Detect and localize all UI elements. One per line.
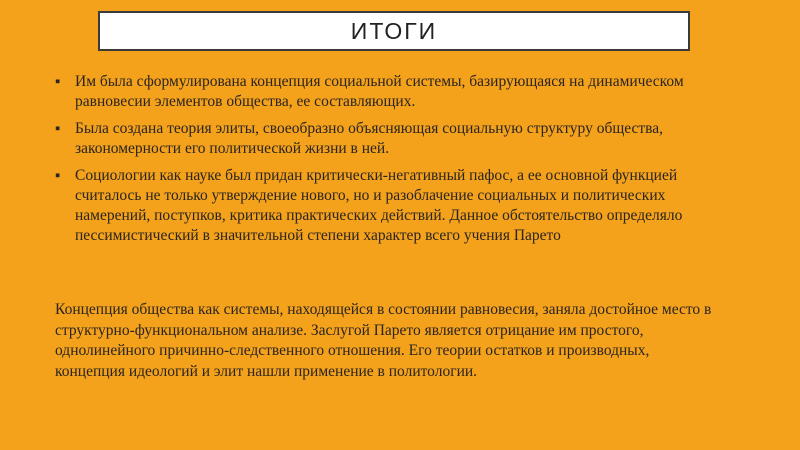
bullet-item: [55, 72, 715, 112]
bullet-text: Им была сформулирована концепция социальной системы, базирующаяся на динамическом равновесии элементов общества, ее составляющих.: [75, 73, 684, 110]
bullet-list: [55, 72, 715, 253]
slide-title: ИТОГИ: [350, 17, 438, 44]
bullet-marker-icon: ▪: [55, 74, 61, 90]
bullet-item: [55, 166, 715, 246]
bullet-text: Социологии как науке был придан критически-негативный пафос, а ее основной функцией считалось не только утверждение нового, но и разоблачение социальных и политических намерений, поступков, критика практических действий. Данное обстоятельство определяло пессимистический в значительной степени характер всего учения Парето: [75, 167, 683, 244]
title-box: [98, 11, 690, 51]
bullet-marker-icon: ▪: [55, 168, 61, 184]
bullet-item: [55, 119, 715, 159]
conclusion-paragraph: Концепция общества как системы, находящейся в состоянии равновесия, заняла достойное место в структурно-функциональном анализе. Заслугой Парето является отрицание им простого, однолинейного причинно-следственного отношения. Его теории остатков и производных, концепция идеологий и элит нашли применение в политологии.: [55, 301, 712, 380]
bullet-marker-icon: ▪: [55, 121, 61, 137]
bullet-text: Была создана теория элиты, своеобразно объясняющая социальную структуру общества, закономерности его политической жизни в ней.: [75, 120, 664, 157]
